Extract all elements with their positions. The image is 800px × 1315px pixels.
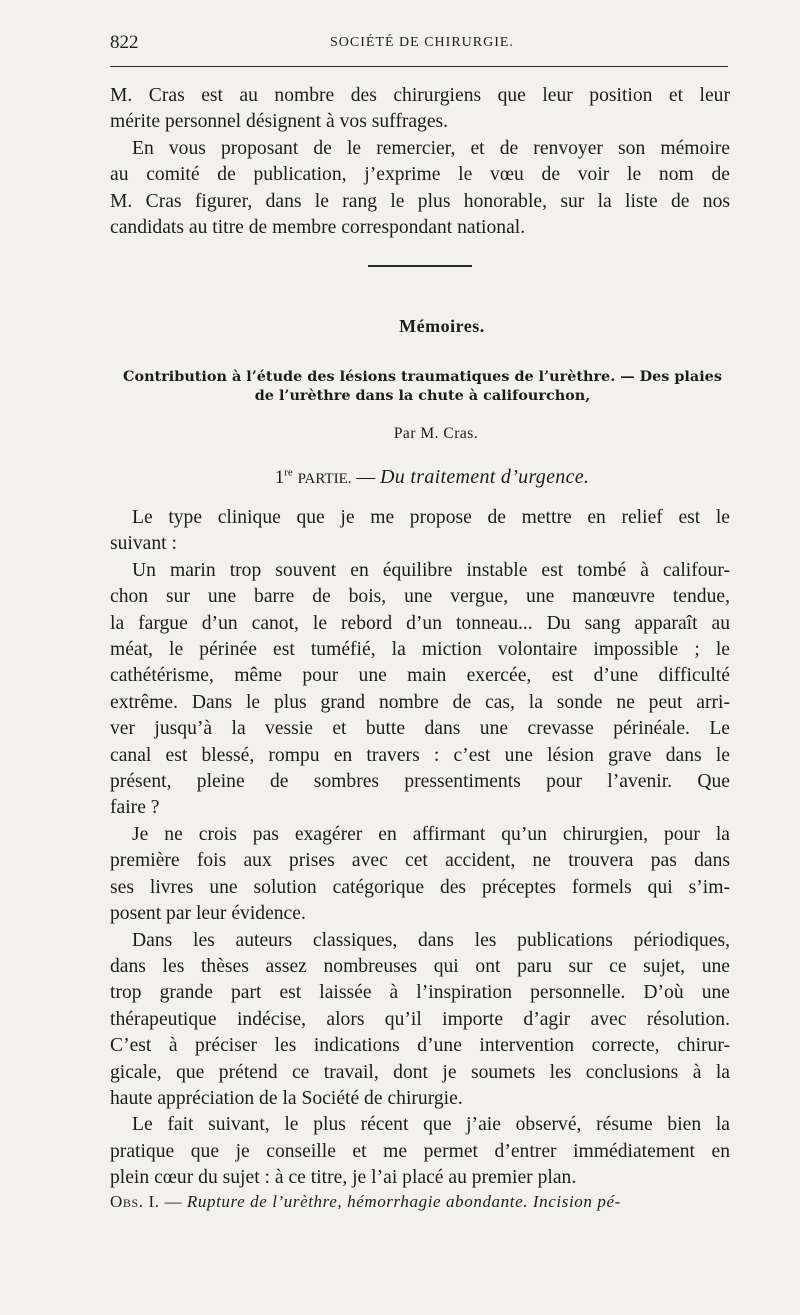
section-heading: Mémoires. xyxy=(399,316,485,336)
text-line: Le type clinique que je me propose de mettre en relief est le xyxy=(132,507,730,528)
article-title-line-1: Contribution à l’étude des lésions traumatiques de l’urèthre. — Des plaies xyxy=(123,368,722,385)
text-line: première fois aux prises avec cet accident, ne trouvera pas dans xyxy=(110,850,730,872)
article-title xyxy=(110,367,735,405)
observation-dash: — xyxy=(164,1192,183,1211)
body-paragraph-2 xyxy=(110,558,730,822)
section-separator xyxy=(368,265,472,267)
part-heading xyxy=(32,466,800,489)
text-line: posent par leur évidence. xyxy=(110,903,306,925)
article-body xyxy=(110,505,730,1192)
intro-paragraph-1 xyxy=(110,83,730,136)
text-line: Je ne crois pas exagérer en affirmant qu’un chirurgien, pour la xyxy=(132,823,730,845)
running-head xyxy=(110,32,730,56)
text-line: ver jusqu’à la vessie et butte dans une crevasse périnéale. Le xyxy=(110,718,730,740)
observation-label: Obs. I. xyxy=(110,1192,160,1211)
journal-title: SOCIÉTÉ DE CHIRURGIE. xyxy=(330,35,514,50)
body-paragraph-1 xyxy=(110,505,730,558)
part-number: 1re xyxy=(274,466,293,488)
header-rule xyxy=(110,66,728,67)
body-paragraph-5 xyxy=(110,1112,730,1191)
text-line: au comité de publication, j’exprime le vœu de voir le nom de xyxy=(110,164,730,186)
text-line: canal est blessé, rompu en travers : c’est une lésion grave dans le xyxy=(110,744,730,766)
text-line: candidats au titre de membre correspondant national. xyxy=(110,217,526,239)
text-line: suivant : xyxy=(110,533,177,555)
body-paragraph-4 xyxy=(110,928,730,1113)
text-line: méat, le périnée est tuméfié, la miction volontaire impossible ; le xyxy=(110,639,730,661)
text-line: dans les thèses assez nombreuses qui ont paru sur ce sujet, une xyxy=(110,955,730,977)
part-title: Du traitement d’urgence. xyxy=(380,466,590,488)
text-line: extrême. Dans le plus grand nombre de cas, la sonde ne peut arri- xyxy=(110,691,730,713)
text-line: gicale, que prétend ce travail, dont je soumets les conclusions à la xyxy=(110,1061,730,1083)
text-line: pratique que je conseille et me permet d’entrer immédiatement en xyxy=(110,1140,730,1162)
text-line: Le fait suivant, le plus récent que j’aie observé, résume bien la xyxy=(132,1114,730,1136)
text-line: chon sur une barre de bois, une vergue, une manœuvre tendue, xyxy=(110,586,730,608)
intro-paragraph-2 xyxy=(110,136,730,242)
text-line: M. Cras est au nombre des chirurgiens que leur position et leur xyxy=(110,85,730,106)
text-line: ses livres une solution catégorique des préceptes formels qui s’im- xyxy=(110,876,730,898)
text-line: la fargue d’un canot, le rebord d’un tonneau... Du sang apparaît au xyxy=(110,612,730,634)
text-line: présent, pleine de sombres pressentiments pour l’avenir. Que xyxy=(110,771,730,793)
text-line: cathétérisme, même pour une main exercée, est d’une difficulté xyxy=(110,665,730,687)
text-line: En vous proposant de le remercier, et de renvoyer son mémoire xyxy=(132,137,730,159)
observation-heading xyxy=(110,1192,734,1212)
text-line: Un marin trop souvent en équilibre instable est tombé à califour- xyxy=(132,559,730,581)
text-line: Dans les auteurs classiques, dans les publications périodiques, xyxy=(132,929,730,951)
text-line: plein cœur du sujet : à ce titre, je l’ai placé au premier plan. xyxy=(110,1167,577,1189)
page-number: 822 xyxy=(110,32,139,53)
part-label: PARTIE. xyxy=(297,471,352,487)
observation-text: Rupture de l’urèthre, hémorrhagie abondante. Incision pé- xyxy=(186,1192,621,1211)
text-line: mérite personnel désignent à vos suffrages. xyxy=(110,111,449,133)
text-line: haute appréciation de la Société de chirurgie. xyxy=(110,1087,463,1109)
article-title-line-2: de l’urèthre dans la chute à califourchon, xyxy=(254,387,591,404)
text-line: C’est à préciser les indications d’une intervention correcte, chirur- xyxy=(110,1035,730,1057)
intro-text xyxy=(110,83,730,241)
text-line: faire ? xyxy=(110,797,160,819)
text-line: M. Cras figurer, dans le rang le plus honorable, sur la liste de nos xyxy=(110,190,730,212)
text-line: thérapeutique indécise, alors qu’il importe d’agir avec résolution. xyxy=(110,1008,730,1030)
part-dash: — xyxy=(356,467,376,488)
text-line: trop grande part est laissée à l’inspiration personnelle. D’où une xyxy=(110,982,730,1004)
article-byline: Par M. Cras. xyxy=(393,425,479,442)
body-paragraph-3 xyxy=(110,822,730,928)
